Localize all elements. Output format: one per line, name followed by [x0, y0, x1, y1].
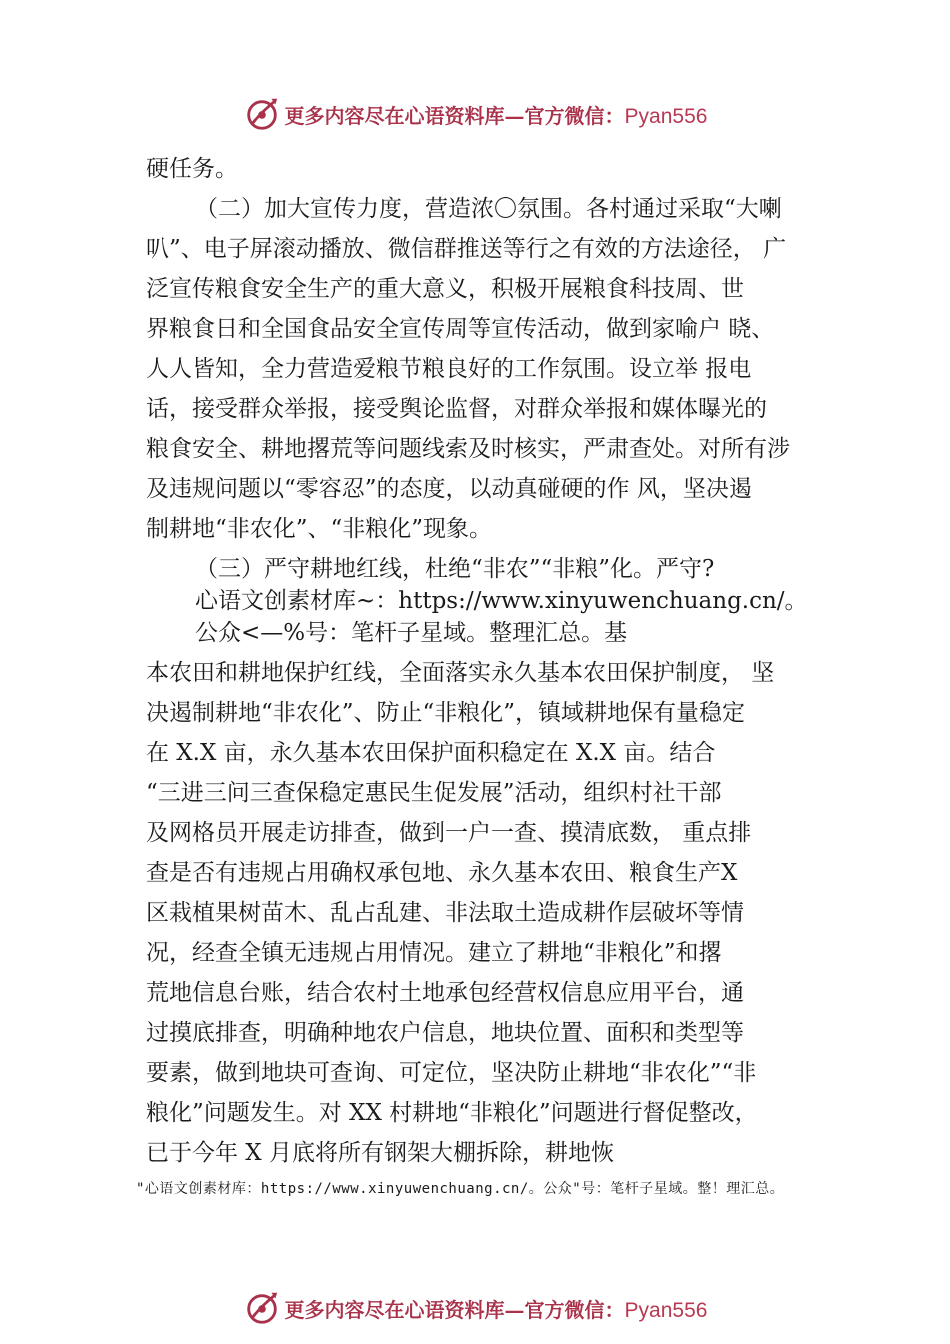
- body-line: 本农田和耕地保护红线，全面落实永久基本农田保护制度， 坚: [146, 660, 775, 686]
- body-line: 及违规问题以“零容忍”的态度，以动真碰硬的作 风，坚决遏: [146, 476, 752, 502]
- brand-logo-icon: [243, 1289, 281, 1327]
- body-line: 区栽植果树苗木、乱占乱建、非法取土造成耕作层破坏等情: [146, 900, 744, 926]
- body-line: 已于今年 X 月底将所有钢架大棚拆除，耕地恢: [146, 1140, 614, 1166]
- banner-text: [285, 100, 708, 129]
- banner-dash: —: [504, 103, 525, 128]
- body-line: 话，接受群众举报，接受舆论监督，对群众举报和媒体曝光的: [146, 396, 767, 422]
- banner-main-text: 更多内容尽在心语资料库: [284, 103, 505, 128]
- banner-main-text: 更多内容尽在心语资料库: [284, 1297, 505, 1322]
- body-line: 要素，做到地块可查询、可定位，坚决防止耕地“非农化”“非: [146, 1060, 757, 1086]
- banner-wechat-label: 官方微信：: [524, 103, 625, 128]
- body-line: 及网格员开展走访排查，做到一户一查、摸清底数， 重点排: [146, 820, 752, 846]
- body-line: 叭”、电子屏滚动播放、微信群推送等行之有效的方法途径， 广: [146, 236, 787, 262]
- banner-dash: —: [504, 1297, 525, 1322]
- body-line: 在 X.X 亩，永久基本农田保护面积稳定在 X.X 亩。结合: [146, 740, 716, 766]
- brand-logo-icon: [243, 95, 281, 133]
- body-line: 荒地信息台账，结合农村土地承包经营权信息应用平台，通: [146, 980, 744, 1006]
- footnote: "心语文创素材库：https://www.xinyuwenchuang.cn/。公众"号：笔杆子星域。整！理汇总。: [136, 1181, 785, 1197]
- body-line: 公众<—%号：笔杆子星域。整理汇总。基: [195, 620, 628, 646]
- banner-wechat-id: Pyan556: [624, 104, 708, 128]
- body-line: 界粮食日和全国食品安全宣传周等宣传活动，做到家喻户 晓、: [146, 316, 775, 342]
- body-line: 制耕地“非农化”、“非粮化”现象。: [146, 516, 493, 542]
- header-banner: [0, 92, 950, 136]
- body-line: 泛宣传粮食安全生产的重大意义，积极开展粮食科技周、世: [146, 276, 744, 302]
- body-line: 心语文创素材库~：https://www.xinyuwenchuang.cn/。: [195, 588, 808, 614]
- footer-banner: [0, 1286, 950, 1330]
- body-line: 硬任务。: [146, 156, 238, 182]
- body-line: （二）加大宣传力度，营造浓〇氛围。各村通过采取“大喇: [195, 196, 782, 222]
- body-line: 查是否有违规占用确权承包地、永久基本农田、粮食生产X: [146, 860, 738, 886]
- body-line: 过摸底排查，明确种地农户信息，地块位置、面积和类型等: [146, 1020, 744, 1046]
- banner-wechat-id: Pyan556: [624, 1298, 708, 1322]
- body-line: （三）严守耕地红线，杜绝“非农”“非粮”化。严守?: [195, 556, 715, 582]
- body-line: 况，经查全镇无违规占用情况。建立了耕地“非粮化”和撂: [146, 940, 722, 966]
- body-line: 粮化”问题发生。对 XX 村耕地“非粮化”问题进行督促整改，: [146, 1100, 758, 1126]
- body-line: 粮食安全、耕地撂荒等问题线索及时核实，严肃查处。对所有涉: [146, 436, 790, 462]
- body-line: 人人皆知，全力营造爱粮节粮良好的工作氛围。设立举 报电: [146, 356, 752, 382]
- banner-text: [285, 1294, 708, 1323]
- body-line: 决遏制耕地“非农化”、防止“非粮化”，镇域耕地保有量稳定: [146, 700, 746, 726]
- banner-wechat-label: 官方微信：: [524, 1297, 625, 1322]
- body-line: “三进三问三查保稳定惠民生促发展”活动，组织村社干部: [146, 780, 722, 806]
